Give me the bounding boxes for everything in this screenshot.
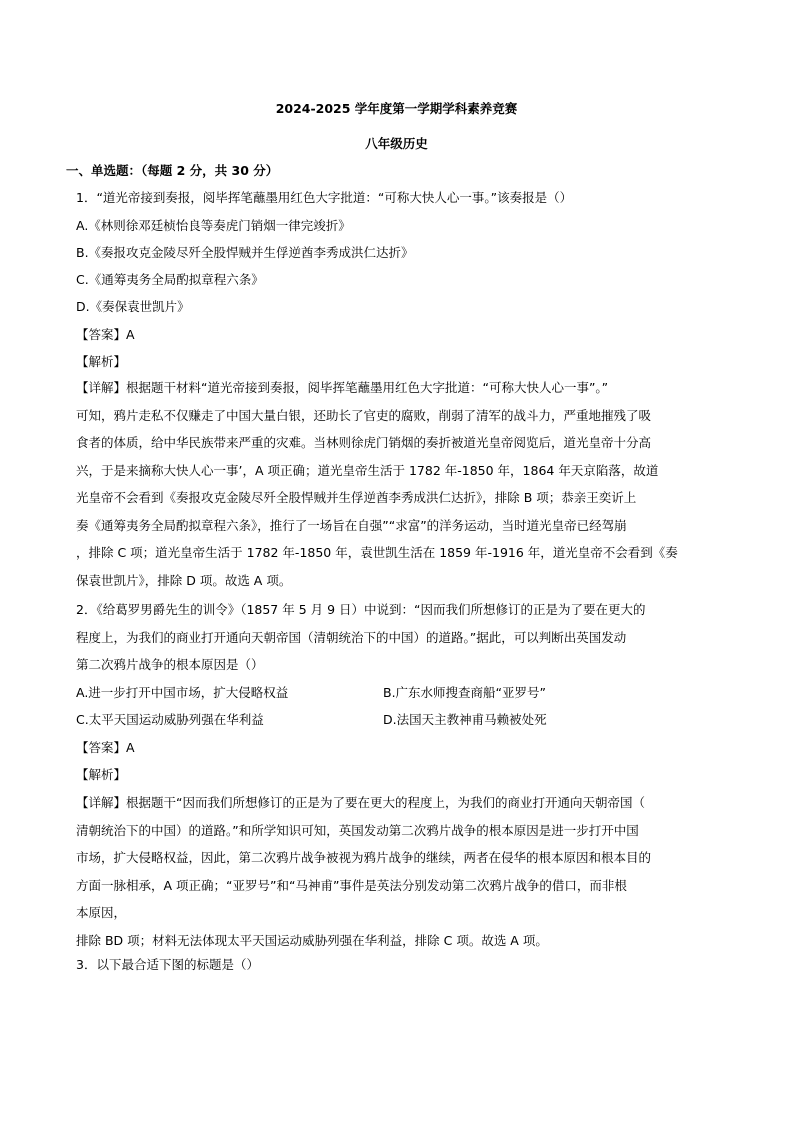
section-header: 一、单选题：（每题 2 分，共 30 分） [66, 163, 279, 178]
question-1-answer: 【答案】A [76, 327, 135, 342]
question-2-option-b: B.广东水师搜查商船“亚罗号” [383, 685, 547, 700]
question-1-option-b: B.《奏报攻克金陵尽歼全股悍贼并生俘逆酋李秀成洪仁达折》 [76, 245, 414, 260]
detail-line: 食者的体质，给中华民族带来严重的灾难。当林则徐虎门销烟的奏折被道光皇帝阅览后，道光皇帝十分高 [76, 435, 652, 450]
question-3-stem: 3．以下最合适下图的标题是（） [76, 957, 259, 972]
detail-line: 本原因， [76, 905, 127, 920]
question-2-stem [76, 596, 646, 679]
question-1-option-d: D.《奏保袁世凯片》 [76, 299, 190, 314]
detail-line: 清朝统治下的中国）的道路。”和所学知识可知，英国发动第二次鸦片战争的根本原因是进一步打开中国 [76, 822, 639, 838]
detail-line: 方面一脉相承，A 项正确；“亚罗号”和“马神甫”事件是英法分别发动第二次鸦片战争的借口，而非根 [76, 877, 627, 893]
detail-line: 保袁世凯片》，排除 D 项。故选 A 项。 [76, 572, 292, 588]
question-2-answer: 【答案】A [76, 740, 135, 755]
question-1-stem: 1．“道光帝接到奏报，阅毕挥笔蘸墨用红色大字批道：“可称大快人心一事。”该奏报是（） [76, 190, 573, 205]
detail-line: 【详解】根据题干材料“道光帝接到奏报，阅毕挥笔蘸墨用红色大字批道：“可称大快人心一事”。” [76, 380, 609, 395]
question-2-option-d: D.法国天主教神甫马赖被处死 [383, 712, 547, 727]
question-1-option-a: A.《林则徐邓廷桢怡良等奏虎门销烟一律完竣折》 [76, 218, 351, 233]
question-1-detail [76, 374, 678, 594]
stem-line: 第二次鸦片战争的根本原因是（） [76, 657, 264, 672]
detail-line: 排除 BD 项；材料无法体现太平天国运动威胁列强在华利益，排除 C 项。故选 A 项。 [76, 932, 548, 948]
detail-line: 兴，于是来摘称大快人心一事’，A 项正确；道光皇帝生活于 1782 年-1850 年，1864 年天京陷落，故道 [76, 462, 659, 478]
detail-line: ，排除 C 项；道光皇帝生活于 1782 年-1850 年，袁世凯生活在 1859 年-1916 年，道光皇帝不会看到《奏 [76, 545, 678, 560]
stem-line: 2．《给葛罗男爵先生的训令》（1857 年 5 月 9 日）中说到：“因而我们所想修订的正是为了要在更大的 [76, 602, 646, 617]
detail-line: 市场，扩大侵略权益，因此，第二次鸦片战争被视为鸦片战争的继续，两者在侵华的根本原因和根本目的 [76, 850, 652, 865]
exam-subtitle: 八年级历史 [365, 136, 428, 151]
exam-title: 2024-2025 学年度第一学期学科素养竞赛 [275, 101, 518, 116]
detail-line: 【详解】根据题干“因而我们所想修订的正是为了要在更大的程度上，为我们的商业打开通向天朝帝国（ [76, 795, 645, 810]
detail-line: 光皇帝不会看到《奏报攻克金陵尽歼全股悍贼并生俘逆酋李秀成洪仁达折》，排除 B 项；恭亲王奕䜣上 [76, 490, 637, 505]
detail-line: 可知，鸦片走私不仅赚走了中国大量白银，还助长了官吏的腐败，削弱了清军的战斗力，严重地摧残了吸 [76, 407, 652, 423]
question-2-detail [76, 789, 651, 954]
question-2-option-c: C.太平天国运动威胁列强在华利益 [76, 712, 264, 727]
question-1-option-c: C.《通筹夷务全局酌拟章程六条》 [76, 272, 264, 287]
detail-line: 奏《通筹夷务全局酌拟章程六条》，推行了一场旨在自强”“求富”的洋务运动，当时道光皇帝已经驾崩 [76, 517, 627, 533]
question-2-option-a: A.进一步打开中国市场，扩大侵略权益 [76, 685, 289, 700]
question-1-analysis-label: 【解析】 [76, 354, 127, 369]
stem-line: 程度上，为我们的商业打开通向天朝帝国（清朝统治下的中国）的道路。”据此，可以判断出英国发动 [76, 629, 627, 645]
question-2-analysis-label: 【解析】 [76, 767, 127, 782]
